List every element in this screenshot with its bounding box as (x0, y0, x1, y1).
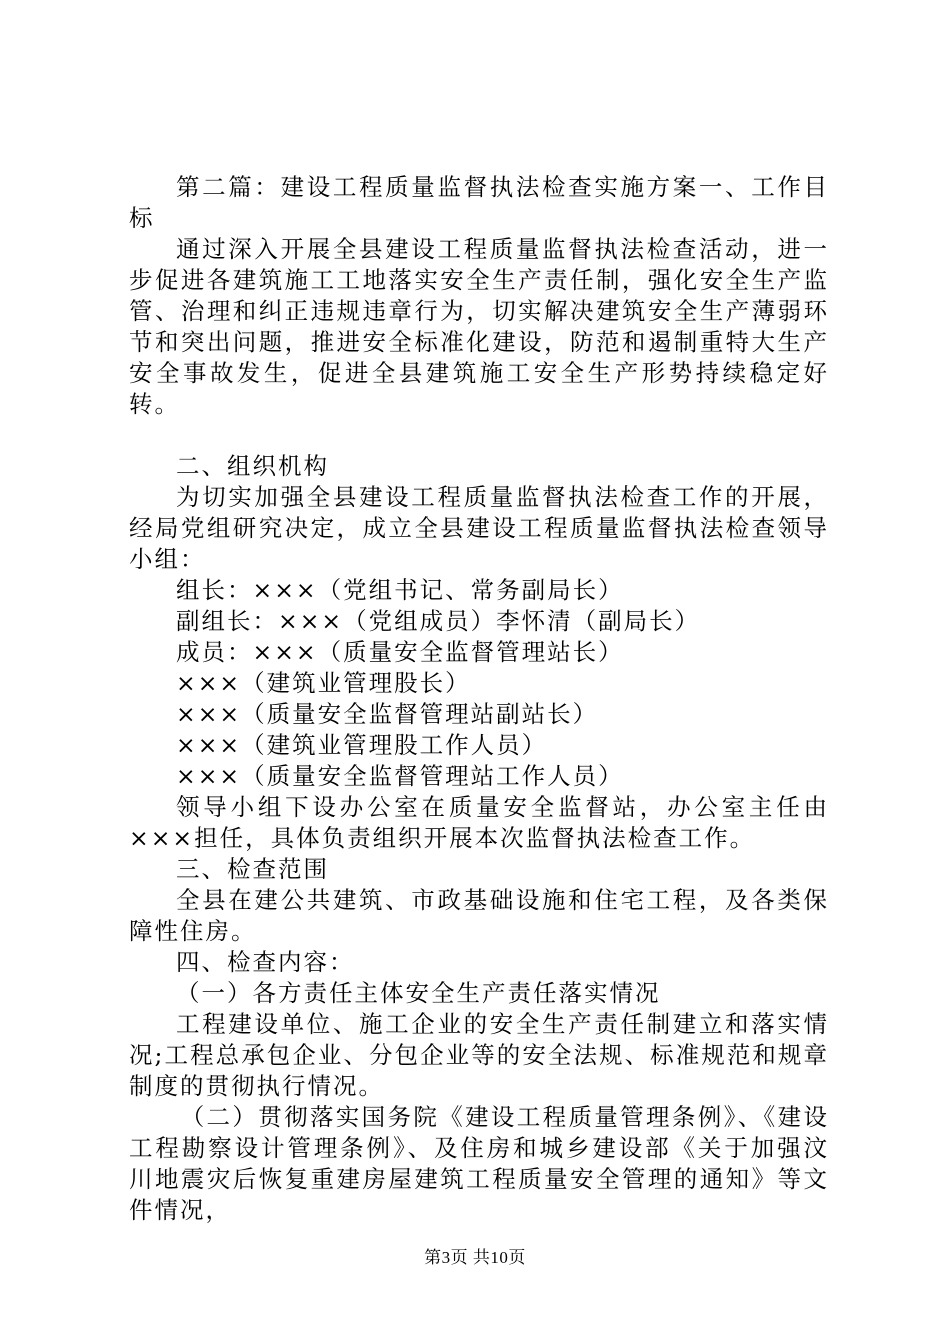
page-number-footer: 第3页 共10页 (424, 1248, 526, 1267)
member-line: ×××（建筑业管理股工作人员） (176, 731, 548, 759)
subheading-responsibility: （一）各方责任主体安全生产责任落实情况 (176, 979, 661, 1007)
section-heading-scope: 三、检查范围 (176, 855, 329, 883)
member-line: ×××（质量安全监督管理站副站长） (176, 700, 599, 728)
responsibility-paragraph: 工程建设单位、施工企业的安全生产责任制建立和落实情况;工程总承包企业、分包企业等的安全法规、标准规范和规章制度的贯彻执行情况。 (129, 1010, 829, 1100)
goal-paragraph: 通过深入开展全县建设工程质量监督执法检查活动，进一步促进各建筑施工工地落实安全生产责任制，强化安全生产监管、治理和纠正违规违章行为，切实解决建筑安全生产薄弱环节和突出问题，推进安全标准化建设，防范和遏制重特大生产安全事故发生，促进全县建筑施工安全生产形势持续稳定好转。 (129, 235, 829, 418)
regulation-paragraph: （二）贯彻落实国务院《建设工程质量管理条例》、《建设工程勘察设计管理条例》、及住房和城乡建设部《关于加强汶川地震灾后恢复重建房屋建筑工程质量安全管理的通知》等文件情况， (129, 1103, 829, 1224)
organization-paragraph: 为切实加强全县建设工程质量监督执法检查工作的开展，经局党组研究决定，成立全县建设工程质量监督执法检查领导小组： (129, 483, 829, 573)
member-line: ×××（质量安全监督管理站工作人员） (176, 762, 624, 790)
member-line-members: 成员：×××（质量安全监督管理站长） (176, 638, 624, 666)
section-title-paragraph: 第二篇：建设工程质量监督执法检查实施方案一、工作目标 (129, 173, 829, 232)
scope-paragraph: 全县在建公共建筑、市政基础设施和住宅工程，及各类保障性住房。 (129, 886, 829, 945)
office-paragraph: 领导小组下设办公室在质量安全监督站，办公室主任由×××担任，具体负责组织开展本次监督执法检查工作。 (129, 793, 829, 852)
member-line-deputy: 副组长：×××（党组成员）李怀清（副局长） (176, 607, 701, 635)
section-heading-content: 四、检查内容： (176, 948, 355, 976)
member-line-leader: 组长：×××（党组书记、常务副局长） (176, 576, 624, 604)
section-heading-organization: 二、组织机构 (176, 452, 329, 480)
member-line: ×××（建筑业管理股长） (176, 669, 471, 697)
document-body (129, 172, 829, 1226)
